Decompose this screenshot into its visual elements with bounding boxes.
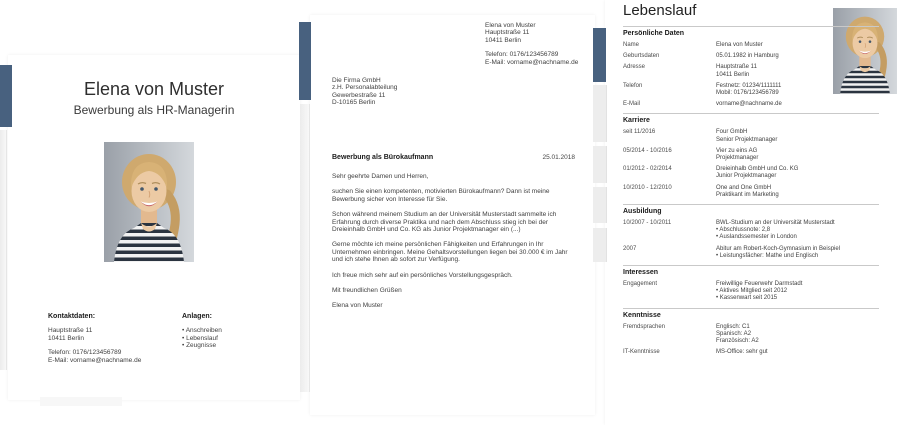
- cv-row-values: [716, 166, 879, 180]
- cv-value-line: 05.01.1982 in Hamburg: [716, 53, 779, 60]
- cv-value-line: Dreieinhalb GmbH und Co. KG: [716, 166, 799, 173]
- contact-phone-lines: [48, 349, 178, 364]
- cv-row: [623, 129, 879, 143]
- cv-section-tab-career: [593, 85, 607, 142]
- cv-row: [623, 64, 879, 78]
- cv-section-heading: Karriere: [623, 117, 650, 125]
- cv-value-line: Mobil: 0176/123456789: [716, 90, 779, 97]
- cv-section-rows: [623, 281, 879, 303]
- cv-value-line: Französisch: A2: [716, 338, 759, 345]
- sender-address-lines: [485, 22, 578, 44]
- sender-line: E-Mail: vorname@nachname.de: [485, 58, 579, 66]
- cv-row: [623, 53, 879, 60]
- contact-line: Hauptstraße 11: [48, 327, 93, 335]
- letter-page-edge: [300, 104, 310, 392]
- cv-row: [623, 281, 879, 303]
- recipient-line: z.H. Personalabteilung: [332, 84, 398, 92]
- cv-section-rows: [623, 220, 879, 260]
- cv-row-label: IT-Kenntnisse: [623, 349, 660, 356]
- letter-closing: Mit freundlichen Grüßen: [332, 287, 402, 295]
- letter-page: [310, 15, 595, 415]
- letter-subject-row: [332, 154, 575, 161]
- sender-line: Hauptstraße 11: [485, 29, 530, 37]
- cv-section-tab-personal: [593, 28, 606, 82]
- letter-salutation: Sehr geehrte Damen und Herren,: [332, 173, 429, 180]
- cv-row-label: Telefon: [623, 82, 643, 89]
- cv-value-line: Freiwillige Feuerwehr Darmstadt: [716, 281, 803, 288]
- cv-section-heading: Persönliche Daten: [623, 30, 685, 37]
- cv-value-line: One and One GmbH: [716, 184, 772, 191]
- cv-value-line: Senior Projektmanager: [716, 136, 778, 143]
- cover-page-accent-tab: [0, 65, 12, 127]
- letter-page-accent-tab: [299, 22, 311, 100]
- letter-subject: Bewerbung als Bürokaufmann: [332, 154, 434, 161]
- cv-row-values: [716, 129, 879, 143]
- contact-address-lines: [48, 327, 178, 342]
- recipient-line: Die Firma GmbH: [332, 77, 381, 84]
- cv-section: [623, 26, 879, 108]
- attachment-item: • Zeugnisse: [182, 342, 217, 350]
- cv-value-line: BWL-Studium an der Universität Musterstadt: [716, 220, 835, 227]
- sender-line: 10411 Berlin: [485, 36, 522, 44]
- cv-value-line: • Leistungsfächer: Mathe und Englisch: [716, 252, 819, 259]
- cv-row: [623, 185, 879, 199]
- cv-value-line: Abitur am Robert-Koch-Gymnasium in Beispiel: [716, 245, 841, 252]
- cv-value-line: Junior Projektmanager: [716, 173, 777, 180]
- cv-row-values: [716, 246, 879, 260]
- cv-row: [623, 42, 879, 49]
- cover-page-edge: [0, 130, 7, 370]
- cover-attachments-block: [182, 313, 272, 357]
- cv-row-label: Engagement: [623, 281, 658, 288]
- letter-sender-block: [485, 22, 578, 73]
- letter-paragraph: Schon während meinem Studium an der Universität Musterstadt sammelte ich Erfahrung durch diverse Praktika und nach dem Abschluss stieg ich bei der Dreieinhalb GmbH und Co. KG als Junior Projektmanager ein (...): [332, 211, 557, 234]
- cv-row-values: [716, 42, 879, 49]
- cover-contact-block: [48, 313, 178, 371]
- attachment-item: • Anschreiben: [182, 327, 222, 335]
- cv-section-tab-education: [593, 146, 607, 183]
- letter-paragraphs: [332, 188, 572, 279]
- cv-value-line: MS-Office: sehr gut: [716, 349, 768, 356]
- letter-date: 25.01.2018: [542, 154, 575, 161]
- cv-section-heading: Ausbildung: [623, 208, 662, 216]
- cv-row-label: 10/2010 - 12/2010: [623, 184, 672, 191]
- cv-row: [623, 220, 879, 242]
- cv-row-label: 2007: [623, 245, 637, 252]
- cv-row-label: Adresse: [623, 64, 646, 71]
- recipient-line: Gewerbestraße 11: [332, 91, 386, 99]
- cv-row: [623, 349, 879, 356]
- cv-row-values: [716, 220, 879, 242]
- cv-value-line: • Aktives Mitglied seit 2012: [716, 288, 788, 295]
- cv-value-line: Vier zu eins AG: [716, 147, 758, 154]
- cv-row-label: Geburtsdaten: [623, 53, 660, 60]
- applicant-name: Elena von Muster: [83, 79, 225, 99]
- cv-row-label: seit 11/2016: [623, 129, 656, 136]
- cv-row-values: [716, 349, 879, 356]
- sender-line: Elena von Muster: [485, 22, 536, 29]
- cv-value-line: Elena von Muster: [716, 42, 763, 48]
- cv-section-rows: [623, 42, 879, 108]
- attachments-list: [182, 327, 272, 349]
- cv-section: [623, 113, 879, 199]
- cv-row-values: [716, 148, 879, 162]
- cv-row-label: E-Mail: [623, 101, 641, 108]
- cv-value-line: Spanisch: A2: [716, 330, 752, 337]
- contact-line: 10411 Berlin: [48, 334, 85, 342]
- cv-row-label: Name: [623, 42, 640, 48]
- cv-value-line: Englisch: C1: [716, 323, 750, 330]
- cv-section-tab-skills: [593, 228, 607, 262]
- letter-paragraph: Gerne möchte ich meine persönlichen Fähigkeiten und Erfahrungen in Ihr Unternehmen einbringen. Meine Gehaltsvorstellungen liegen bei 30.000 € im Jahr und ich stehe Ihnen ab sofort zur Verfügung.: [332, 241, 568, 264]
- cv-row-values: [716, 281, 879, 303]
- attachments-heading: Anlagen:: [182, 313, 212, 320]
- cv-row: [623, 148, 879, 162]
- cv-row-label: Fremdsprachen: [623, 323, 666, 330]
- cv-value-line: Praktikant im Marketing: [716, 191, 779, 198]
- cv-row: [623, 101, 879, 108]
- cv-section: [623, 265, 879, 303]
- cv-sections: [623, 26, 879, 361]
- cv-page: [605, 0, 898, 425]
- cover-footer-watermark: [40, 397, 122, 406]
- letter-recipient-block: [332, 77, 397, 107]
- cover-subtitle: Bewerbung als HR-Managerin: [73, 103, 235, 117]
- cv-row: [623, 324, 879, 346]
- cv-row-values: [716, 185, 879, 199]
- cv-section-tab-interests: [593, 187, 607, 223]
- sender-contact-lines: [485, 51, 578, 66]
- cv-row-label: 10/2007 - 10/2011: [623, 220, 672, 227]
- recipient-line: D-10165 Berlin: [332, 99, 376, 107]
- cv-row-values: [716, 83, 879, 97]
- letter-body: [332, 173, 572, 318]
- cv-value-line: Festnetz: 01234/1111111: [716, 82, 782, 89]
- letter-paragraph: Ich freue mich sehr auf ein persönliches Vorstellungsgespräch.: [332, 271, 513, 279]
- cv-row: [623, 166, 879, 180]
- cv-section-rows: [623, 324, 879, 357]
- cv-value-line: Hauptstraße 11: [716, 64, 757, 71]
- applicant-photo: [104, 142, 194, 262]
- cv-row: [623, 83, 879, 97]
- letter-signature: Elena von Muster: [332, 302, 383, 310]
- cv-value-line: • Auslandssemester in London: [716, 234, 797, 241]
- cv-value-line: • Kassenwart seit 2015: [716, 295, 778, 302]
- cv-row: [623, 246, 879, 260]
- attachment-item: • Lebenslauf: [182, 334, 218, 342]
- cv-section-rows: [623, 129, 879, 199]
- cv-row-values: [716, 101, 879, 108]
- sender-line: Telefon: 0176/123456789: [485, 51, 559, 59]
- cv-value-line: vorname@nachname.de: [716, 101, 782, 108]
- cv-row-values: [716, 53, 879, 60]
- cv-section-heading: Interessen: [623, 269, 659, 277]
- cv-section-heading: Kenntnisse: [623, 311, 661, 319]
- cv-value-line: Four GmbH: [716, 129, 748, 136]
- cv-row-values: [716, 64, 879, 78]
- contact-line: E-Mail: vorname@nachname.de: [48, 356, 142, 364]
- cv-section: [623, 308, 879, 357]
- cv-value-line: Projektmanager: [716, 155, 759, 162]
- cv-section: [623, 204, 879, 260]
- cv-row-values: [716, 324, 879, 346]
- cover-page: [8, 55, 300, 400]
- cv-row-label: 01/2012 - 02/2014: [623, 166, 672, 173]
- letter-paragraph: suchen Sie einen kompetenten, motivierten Bürokaufmann? Dann ist meine Bewerbung sicher von Interesse für Sie.: [332, 188, 550, 203]
- cv-title: Lebenslauf: [623, 2, 697, 19]
- cv-value-line: • Abschlussnote: 2,8: [716, 227, 771, 234]
- cv-row-label: 05/2014 - 10/2016: [623, 147, 672, 154]
- cv-value-line: 10411 Berlin: [716, 71, 750, 78]
- contact-heading: Kontaktdaten:: [48, 313, 96, 320]
- contact-line: Telefon: 0176/123456789: [48, 349, 122, 357]
